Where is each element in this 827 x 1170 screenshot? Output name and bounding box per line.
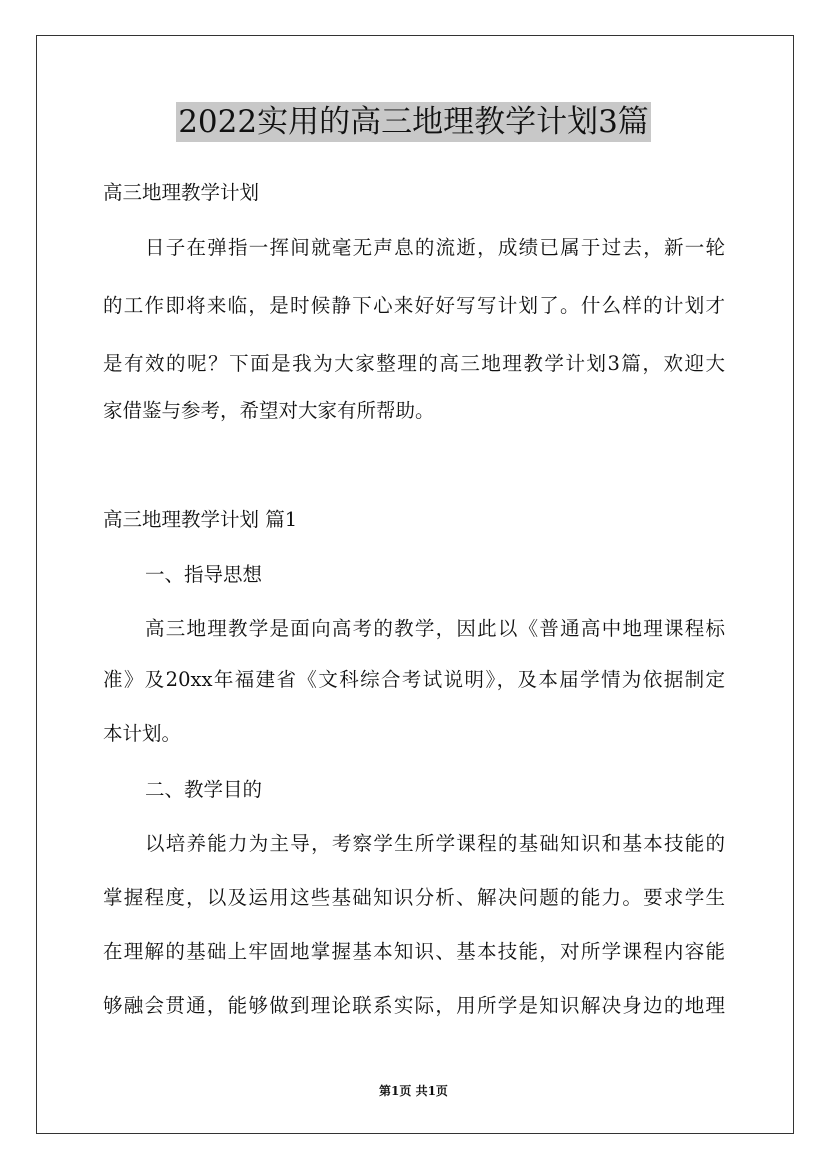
sub2-line-4: 够融会贯通，能够做到理论联系实际，用所学是知识解决身边的地理 <box>103 994 725 1017</box>
intro-line-1: 日子在弹指一挥间就毫无声息的流逝，成绩已属于过去，新一轮 <box>145 236 725 259</box>
sub1-line-3: 本计划。 <box>103 722 182 745</box>
sub2-line-1: 以培养能力为主导，考察学生所学课程的基础知识和基本技能的 <box>145 832 725 855</box>
sub2-line-3: 在理解的基础上牢固地掌握基本知识、基本技能，对所学课程内容能 <box>103 940 725 963</box>
intro-line-2: 的工作即将来临，是时候静下心来好好写写计划了。什么样的计划才 <box>103 294 725 317</box>
intro-line-4: 家借鉴与参考，希望对大家有所帮助。 <box>103 399 435 422</box>
page-footer <box>0 1083 827 1099</box>
section-heading: 高三地理教学计划 <box>103 181 260 204</box>
document-title <box>0 100 827 144</box>
part1-heading: 高三地理教学计划 篇1 <box>103 508 298 531</box>
page-number-label: 第1页 共1页 <box>379 1084 448 1098</box>
intro-line-3: 是有效的呢？下面是我为大家整理的高三地理教学计划3篇，欢迎大 <box>103 352 725 375</box>
sub1-line-2: 准》及20xx年福建省《文科综合考试说明》，及本届学情为依据制定 <box>103 668 725 691</box>
sub1-heading: 一、指导思想 <box>145 563 263 586</box>
sub2-line-2: 掌握程度，以及运用这些基础知识分析、解决问题的能力。要求学生 <box>103 886 725 909</box>
sub2-heading: 二、教学目的 <box>145 778 263 801</box>
document-title-text: 2022实用的高三地理教学计划3篇 <box>178 104 649 140</box>
sub1-line-1: 高三地理教学是面向高考的教学，因此以《普通高中地理课程标 <box>145 617 725 640</box>
